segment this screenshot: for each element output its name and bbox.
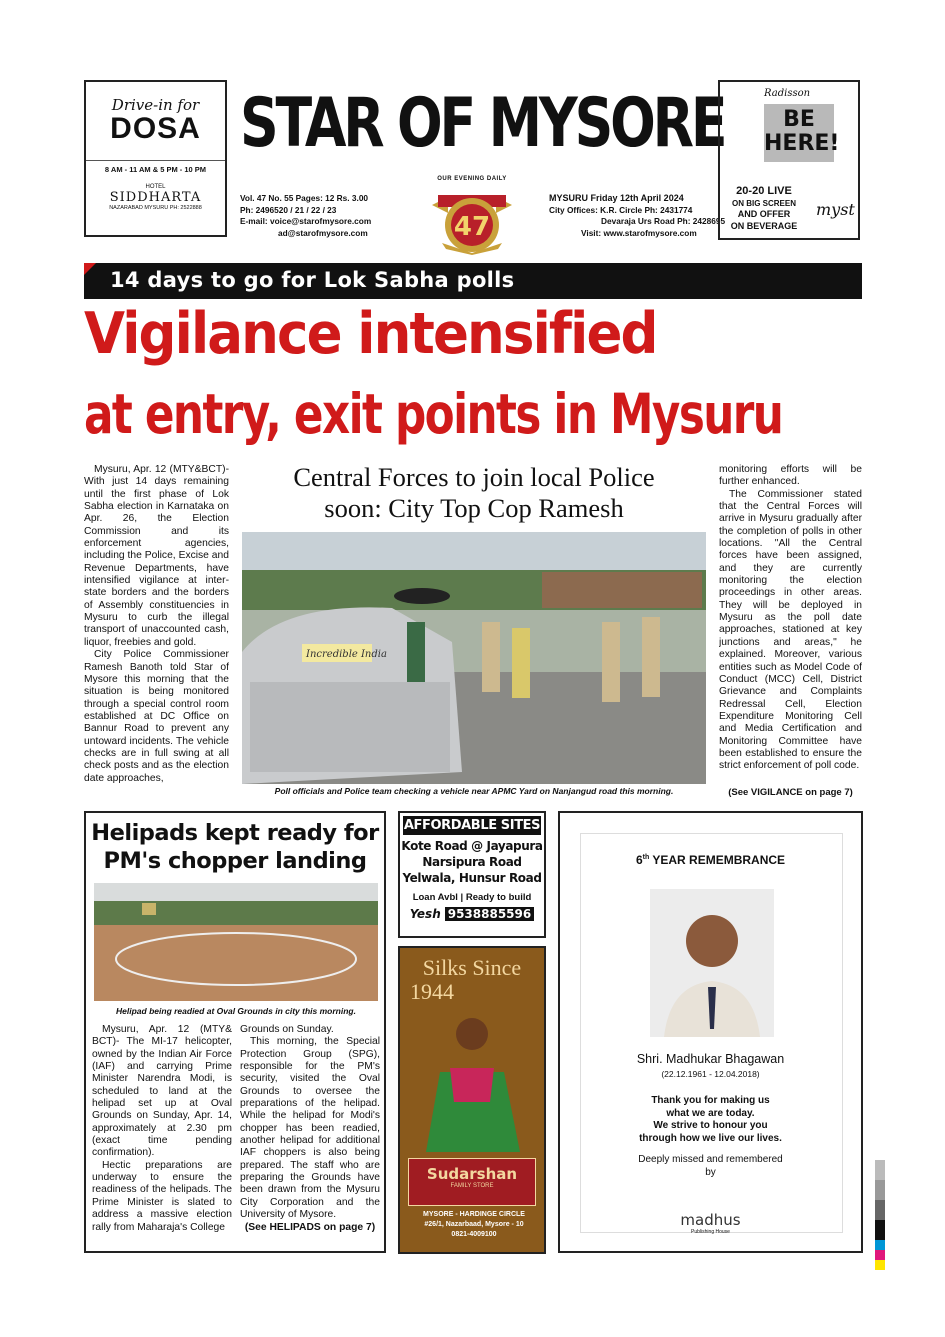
silk-line1: Silks Since — [422, 955, 522, 980]
helipad-story — [84, 811, 386, 1253]
emblem-icon — [428, 183, 516, 255]
story-para: The Commissioner stated that the Central Forces will arrive in Mysuru gradually after the completion of polls in other locations. "All the Central forces have been assigned, and they are currently monitoring the election proceedings in other areas. They will be deployed in Mysuru as the poll date approaches, stationed at key junctions and areas," he explained. Moreover, various entities such as Model Code of Conduct (MCC) Cell, District Grievance and Complaints Redressal Cell, Election Expenditure Monitoring Cell and Media Certification and Monitoring Committee have been established to ensure the strict enforcement of poll code. — [719, 488, 862, 772]
silk-location: MYSORE - HARDINGE CIRCLE — [423, 1211, 525, 1218]
remembrance-line: what we are today. — [666, 1107, 755, 1119]
headline-line2: at entry, exit points in Mysuru — [84, 382, 783, 446]
silk-line2: 1944 — [410, 979, 454, 1004]
silk-phone: 0821-4009100 — [451, 1231, 497, 1238]
sites-loan: Loan Avbl | Ready to build — [412, 892, 532, 903]
info-vol: Vol. 47 No. 55 Pages: 12 Rs. 3.00 — [240, 193, 369, 203]
helipad-photo — [94, 883, 378, 1001]
silk-contact — [400, 1210, 546, 1240]
story-jump: (See VIGILANCE on page 7) — [728, 787, 853, 798]
remembrance-message — [560, 1095, 861, 1145]
remembrance-missed: Deeply missed and remembered — [638, 1154, 783, 1165]
ad-dosa: DOSA — [110, 112, 201, 145]
subhead-line1: Central Forces to join local Police — [293, 462, 655, 492]
info-email[interactable]: E-mail: voice@starofmysore.com — [240, 216, 372, 226]
silk-text — [400, 956, 544, 1004]
vehicle-check-photo — [242, 532, 706, 784]
info-visit[interactable]: Visit: www.starofmysore.com — [581, 227, 697, 238]
silk-brand-sub: FAMILY STORE — [450, 1183, 494, 1189]
ad-address: NAZARABAD MYSURU PH: 2522888 — [109, 205, 202, 211]
helipad-para: Grounds on Sunday. — [240, 1024, 334, 1035]
remembrance-title: YEAR REMEMBRANCE — [652, 853, 786, 867]
remembrance-ad — [558, 811, 863, 1253]
remembrance-line: Thank you for making us — [651, 1095, 770, 1106]
ad-hours: 8 AM - 11 AM & 5 PM - 10 PM — [86, 160, 225, 174]
ad-brand: Radisson — [764, 88, 811, 99]
ad-offer-l4: ON BEVERAGE — [730, 220, 798, 231]
subheadline — [240, 462, 708, 524]
madhus-sub: Publishing House — [691, 1229, 730, 1235]
sites-phone: 9538885596 — [445, 907, 535, 921]
story-para: City Police Commissioner Ramesh Banoth told Star of Mysore this morning that the situation is being monitored through a special control room established at DC Office on Bannur Road to prevent any untoward incidents. The vehicle checks are in full swing at all check posts and as the election date approaches, — [84, 649, 229, 784]
madhus-logo: madhus — [680, 1211, 741, 1229]
strip-corner-icon — [84, 263, 96, 275]
helipad-title-l2: PM's chopper landing — [103, 848, 367, 874]
ad-offer-l3: AND OFFER — [737, 209, 791, 219]
remembrance-name: Shri. Madhukar Bhagawan — [636, 1052, 785, 1066]
info-ad-email[interactable]: ad@starofmysore.com — [278, 227, 368, 238]
story-column-right — [719, 464, 862, 786]
helipad-col-left — [92, 1024, 232, 1248]
ad-offer — [724, 186, 804, 232]
info-office1: City Offices: K.R. Circle Ph: 2431774 — [549, 204, 693, 215]
helipad-title — [86, 819, 384, 875]
silk-ad — [398, 946, 546, 1254]
remembrance-dates: (22.12.1961 - 12.04.2018) — [661, 1069, 760, 1079]
helipad-para: This morning, the Special Protection Group (SPG), responsible for the PM's security, visited the Oval Grounds to oversee the preparations of the helipad. While the helipad for Modi's chopper has been readied, another helipad for additional IAF choppers is also being prepared. The staff who are preparing the Grounds have been drawn from the Mysuru City Corporation and the University of Mysore. — [240, 1036, 380, 1221]
masthead-tagline: OUR EVENING DAILY — [437, 176, 507, 182]
strip-text: 14 days to go for Lok Sabha polls — [110, 268, 515, 292]
silk-model-image — [410, 1012, 536, 1152]
remembrance-by: by — [705, 1166, 716, 1178]
ad-be-here — [764, 104, 840, 162]
headline-line1: Vigilance intensified — [84, 301, 657, 367]
subhead-line2: soon: City Top Cop Ramesh — [324, 493, 624, 523]
helipad-jump: (See HELIPADS on page 7) — [244, 1221, 376, 1233]
helipad-para: Mysuru, Apr. 12 (MTY& BCT)- The MI-17 helicopter, owned by the Indian Air Force (IAF) and carrying Prime Minister Narendra Modi, is scheduled to land at the helipad set up at Oval Grounds on Sunday, Apr. 14, approximately at 2.30 pm (exact time pending confirmation). — [92, 1024, 232, 1159]
helipad-title-l1: Helipads kept ready for — [91, 820, 379, 846]
story-para: Mysuru, Apr. 12 (MTY&BCT)- With just 14 days remaining until the first phase of Lok Sabha election in Karnataka on Apr. 26, the Election Commission and its enforcement agencies, including the Police, Excise and Revenue Departments, have intensified vigilance at inter-state borders and the borders of Assembly constituencies in Mysuru to curb the illegal transport of unaccounted cash, liquor, freebies and gold. — [84, 464, 229, 648]
sites-line: Narsipura Road — [422, 855, 522, 869]
info-left — [240, 193, 371, 239]
helipad-caption: Helipad being readied at Oval Grounds in city this morning. — [116, 1006, 356, 1016]
remembrance-heading — [560, 853, 861, 867]
remembrance-suffix: th — [642, 854, 650, 861]
remembrance-line: through how we live our lives. — [639, 1132, 782, 1144]
remembrance-footer — [560, 1154, 861, 1179]
silk-address: #26/1, Nazarbaad, Mysore - 10 — [424, 1221, 524, 1228]
story-column-left — [84, 464, 229, 800]
info-ph: Ph: 2496520 / 21 / 22 / 23 — [240, 204, 337, 215]
remembrance-ordinal: 6 — [635, 853, 643, 867]
ad-here: HERE! — [764, 131, 840, 156]
ad-offer-l1: 20-20 LIVE — [736, 185, 792, 197]
ad-line: Drive-in for — [111, 96, 200, 114]
print-color-bar — [875, 1160, 885, 1280]
sites-ad — [398, 811, 546, 938]
dosa-ad — [84, 80, 227, 237]
ad-offer-l2: ON BIG SCREEN — [731, 198, 796, 208]
info-date: MYSURU Friday 12th April 2024 — [549, 193, 684, 203]
info-office2: Devaraja Urs Road Ph: 2428695 — [601, 216, 726, 226]
ad-myst-logo: myst — [816, 200, 855, 219]
ad-hotel-name: SIDDHARTA — [109, 190, 202, 205]
sites-line: Yelwala, Hunsur Road — [402, 871, 542, 885]
helipad-col-right — [240, 1024, 380, 1248]
headline-strip — [84, 263, 862, 299]
silk-brand: Sudarshan — [426, 1165, 518, 1183]
car-sticker: Incredible India — [306, 649, 387, 660]
sites-heading: AFFORDABLE SITES — [403, 818, 541, 833]
photo-caption: Poll officials and Police team checking a vehicle near APMC Yard on Nanjangud road this morning. — [274, 786, 674, 796]
helipad-para: Hectic preparations are underway to ensure the readiness of the helipads. The Prime Minister is slated to address a massive election rally from Maharaja's College — [92, 1159, 232, 1233]
silk-brand-box — [408, 1158, 536, 1206]
radisson-ad — [718, 80, 860, 240]
story-para: monitoring efforts will be further enhanced. — [719, 464, 862, 488]
sites-brand: Yesh — [409, 907, 441, 921]
ad-hotel: HOTEL — [145, 184, 166, 190]
ad-be: BE — [783, 107, 815, 132]
masthead-title: STAR OF MYSORE — [240, 84, 725, 163]
remembrance-line: We strive to honour you — [653, 1120, 768, 1131]
sites-line: Kote Road @ Jayapura — [401, 839, 543, 853]
info-right — [549, 193, 725, 239]
sites-contact — [400, 907, 544, 921]
emblem-number: 47 — [453, 212, 491, 242]
portrait-photo — [650, 889, 774, 1037]
